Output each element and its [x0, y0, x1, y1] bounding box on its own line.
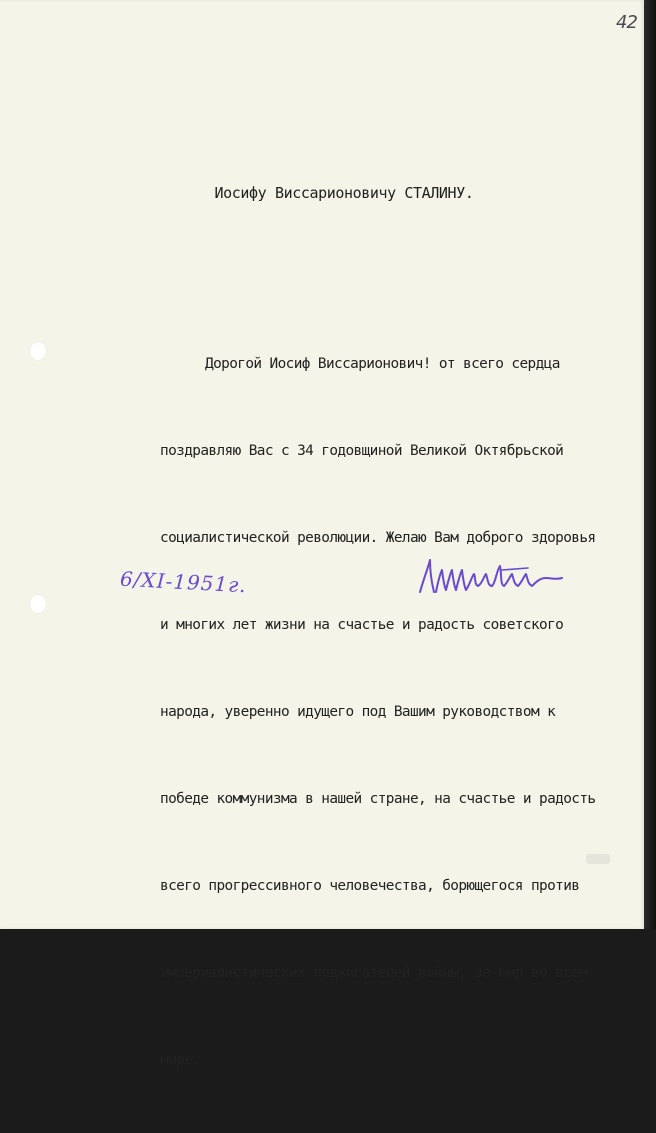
letter-addressee: Иосифу Виссарионовичу СТАЛИНУ.: [214, 184, 474, 202]
letter-body-line: всего прогрессивного человечества, борющегося против: [160, 878, 580, 894]
letter-body-line: народа, уверенно идущего под Вашим руководством к: [160, 704, 556, 720]
scan-edge: [644, 0, 656, 929]
punch-hole: [30, 595, 46, 613]
handwritten-signature: [416, 548, 566, 604]
letter-body-line: победе коммунизма в нашей стране, на счастье и радость: [160, 791, 596, 807]
letter-body-line: и многих лет жизни на счастье и радость советского: [160, 617, 564, 633]
letter-body-line: Дорогой Иосиф Виссарионович! от всего сердца: [205, 356, 560, 372]
page-number: 42: [616, 12, 637, 33]
letter-body-line: империалистических поджигателей войны, за мир во всем: [160, 965, 588, 981]
letter-body-line: социалистической революции. Желаю Вам доброго здоровья: [160, 530, 596, 546]
handwritten-date: 6/XI-1951г.: [119, 566, 248, 598]
faint-stamp-mark: [586, 854, 610, 864]
punch-hole: [30, 342, 46, 360]
letter-body-line: поздравляю Вас с 34 годовщиной Великой Октябрьской: [160, 443, 564, 459]
letter-body: [160, 292, 595, 1133]
letter-body-line: мире.: [160, 1052, 201, 1068]
